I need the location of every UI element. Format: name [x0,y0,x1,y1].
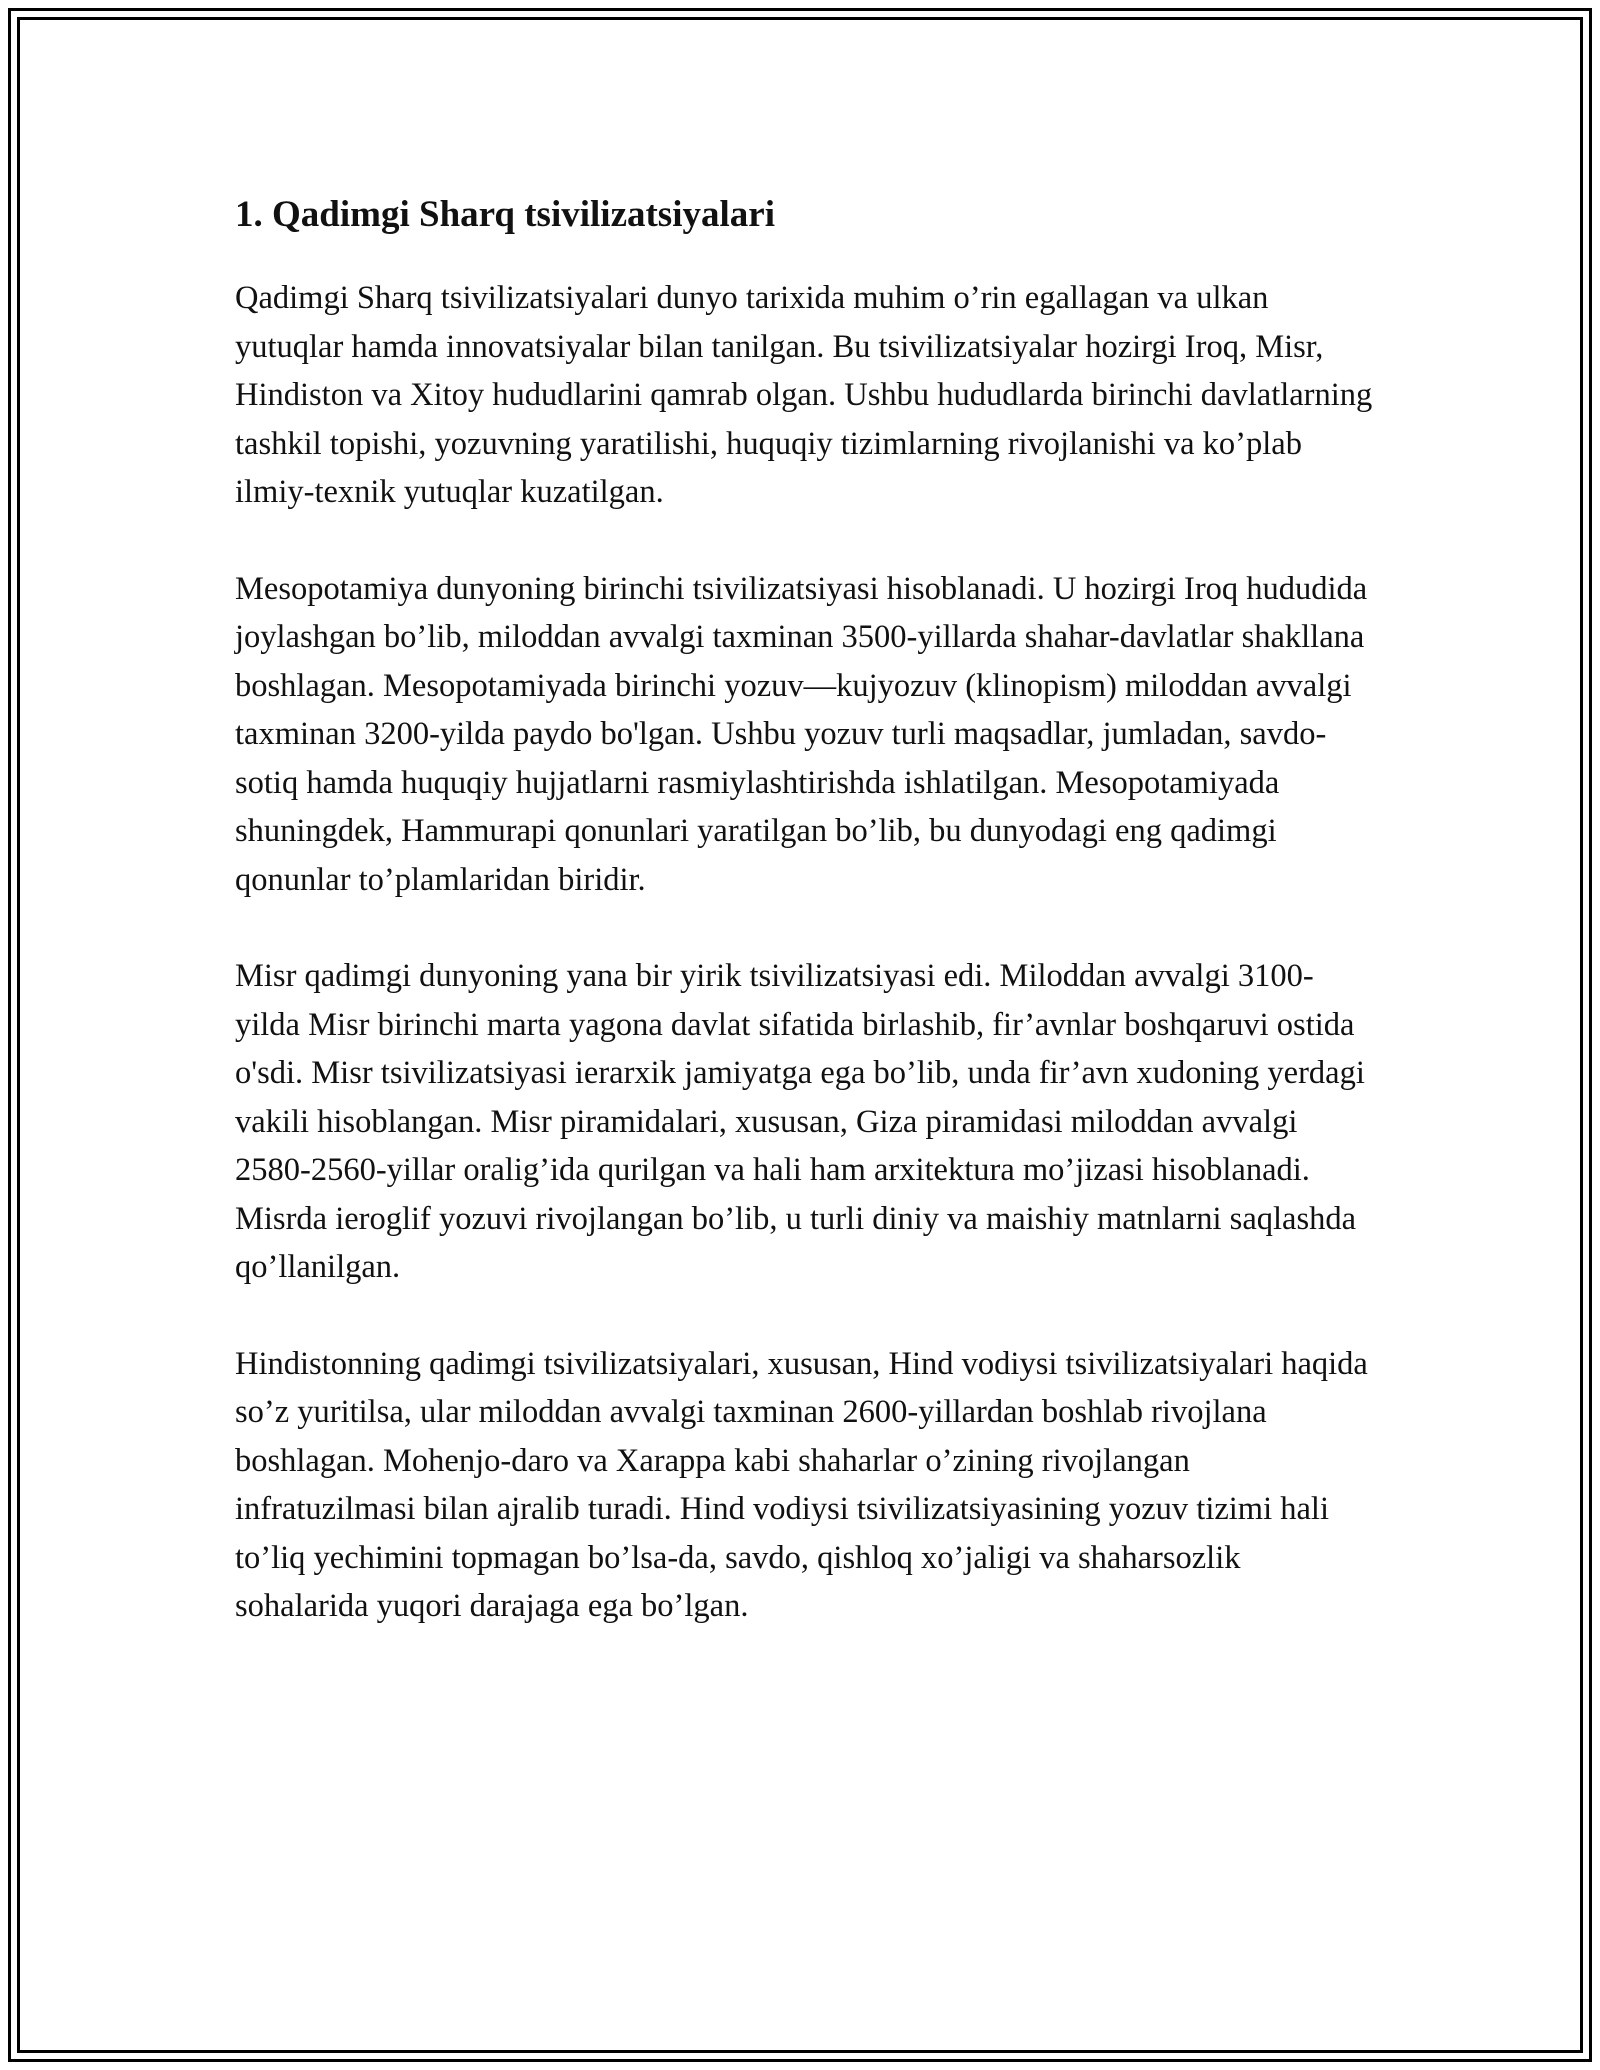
document-title: 1. Qadimgi Sharq tsivilizatsiyalari [235,194,775,235]
document-body [235,190,1375,1679]
paragraph-egypt: Misr qadimgi dunyoning yana bir yirik tsivilizatsiyasi edi. Miloddan avvalgi 3100-yilda Misr birinchi marta yagona davlat sifatida birlashib, fir’avnlar boshqaruvi ostida o'sdi. Misr tsivilizatsiyasi ierarxik jamiyatga ega bo’lib, unda fir’avn xudoning yerdagi vakili hisoblangan. Misr piramidalari, xususan, Giza piramidasi miloddan avvalgi 2580-2560-yillar oralig’ida qurilgan va hali ham arxitektura mo’jizasi hisoblanadi. Misrda ieroglif yozuvi rivojlangan bo’lib, u turli diniy va maishiy matnlarni saqlashda qo’llanilgan. [235,958,1365,1285]
paragraph-india: Hindistonning qadimgi tsivilizatsiyalari, xususan, Hind vodiysi tsivilizatsiyalari haqida so’z yuritilsa, ular miloddan avvalgi taxminan 2600-yillardan boshlab rivojlana boshlagan. Mohenjo-daro va Xarappa kabi shaharlar o’zining rivojlangan infratuzilmasi bilan ajralib turadi. Hind vodiysi tsivilizatsiyasining yozuv tizimi hali to’liq yechimini topmagan bo’lsa-da, savdo, qishloq xo’jaligi va shaharsozlik sohalarida yuqori darajaga ega bo’lgan. [235,1345,1368,1624]
paragraph-intro: Qadimgi Sharq tsivilizatsiyalari dunyo tarixida muhim o’rin egallagan va ulkan yutuqlar hamda innovatsiyalar bilan tanilgan. Bu tsivilizatsiyalar hozirgi Iroq, Misr, Hindiston va Xitoy hududlarini qamrab olgan. Ushbu hududlarda birinchi davlatlarning tashkil topishi, yozuvning yaratilishi, huquqiy tizimlarning rivojlanishi va ko’plab ilmiy-texnik yutuqlar kuzatilgan. [235,280,1373,510]
paragraph-mesopotamia: Mesopotamiya dunyoning birinchi tsivilizatsiyasi hisoblanadi. U hozirgi Iroq hududida joylashgan bo’lib, miloddan avvalgi taxminan 3500-yillarda shahar-davlatlar shakllana boshlagan. Mesopotamiyada birinchi yozuv—kujyozuv (klinopism) miloddan avvalgi taxminan 3200-yilda paydo bo'lgan. Ushbu yozuv turli maqsadlar, jumladan, savdo-sotiq hamda huquqiy hujjatlarni rasmiylashtirishda ishlatilgan. Mesopotamiyada shuningdek, Hammurapi qonunlari yaratilgan bo’lib, bu dunyodagi eng qadimgi qonunlar to’plamlaridan biridir. [235,570,1368,898]
